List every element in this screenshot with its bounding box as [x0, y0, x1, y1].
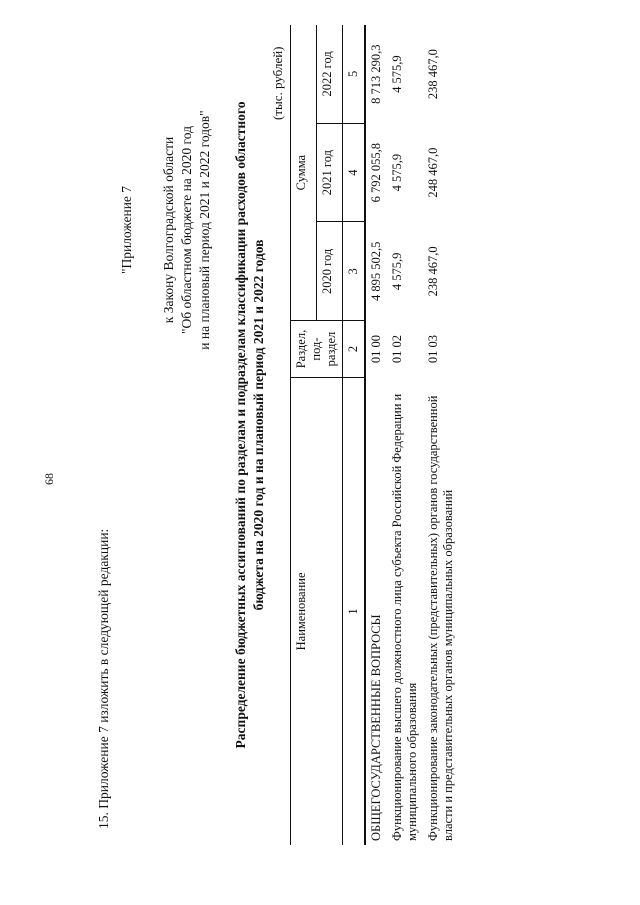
- row-value-2020: 238 467,0: [426, 246, 440, 297]
- header-sum: Сумма: [291, 25, 317, 321]
- row-name: Функционирование законодательных (представительных) органов государственной власти и представительных органов муниципальных образований: [426, 395, 455, 841]
- column-number-row: [343, 25, 366, 845]
- table-row: [365, 25, 387, 845]
- instruction-text: 15. Приложение 7 изложить в следующей редакции:: [96, 528, 111, 829]
- col-number-4: 4: [343, 123, 366, 222]
- row-name: Функционирование высшего должностного лица субъекта Российской Федерации и муниципального образования: [390, 393, 419, 841]
- row-value-2022: 238 467,0: [426, 49, 440, 100]
- header-name: Наименование: [291, 377, 343, 845]
- row-value-2022: 8 713 290,3: [369, 44, 383, 104]
- row-value-2021: 4 575,9: [390, 153, 404, 192]
- row-code: 01 03: [426, 334, 440, 364]
- appendix-line-1: к Закону Волгоградской области: [161, 136, 176, 324]
- header-row-1: [291, 25, 317, 845]
- header-2021: 2021 год: [317, 123, 343, 222]
- row-value-2022: 4 575,9: [390, 55, 404, 93]
- header-2020: 2020 год: [317, 222, 343, 321]
- units-label: (тыс. рублей): [270, 46, 285, 120]
- appendix-line-2: "Об областном бюджете на 2020 год: [179, 126, 194, 334]
- row-code: 01 00: [369, 334, 383, 364]
- row-value-2021: 248 467,0: [426, 147, 440, 198]
- title-line-2: бюджета на 2020 год и на плановый период 2021 и 2022 годов: [251, 239, 266, 611]
- table-row: [387, 25, 423, 845]
- title-line-1: Распределение бюджетных ассигнований по разделам и подразделам классификации расходов областного: [233, 101, 248, 749]
- row-code: 01 02: [390, 334, 404, 364]
- page-number: 68: [42, 473, 56, 485]
- row-value-2020: 4 575,9: [390, 252, 404, 291]
- col-number-3: 3: [343, 222, 366, 321]
- budget-table: [290, 25, 459, 845]
- header-section: Раздел, под- раздел: [291, 321, 343, 378]
- document-title: [232, 35, 268, 815]
- col-number-2: 2: [343, 321, 366, 378]
- header-2022: 2022 год: [317, 25, 343, 123]
- row-value-2021: 6 792 055,8: [369, 142, 383, 203]
- col-number-1: 1: [343, 377, 366, 845]
- row-name: ОБЩЕГОСУДАРСТВЕННЫЕ ВОПРОСЫ: [369, 614, 383, 841]
- appendix-label: "Приложение 7: [119, 185, 134, 275]
- col-number-5: 5: [343, 25, 366, 123]
- appendix-line-3: и на плановый период 2021 и 2022 годов": [197, 110, 212, 350]
- row-value-2020: 4 895 502,5: [369, 241, 383, 302]
- table-row: [423, 25, 459, 845]
